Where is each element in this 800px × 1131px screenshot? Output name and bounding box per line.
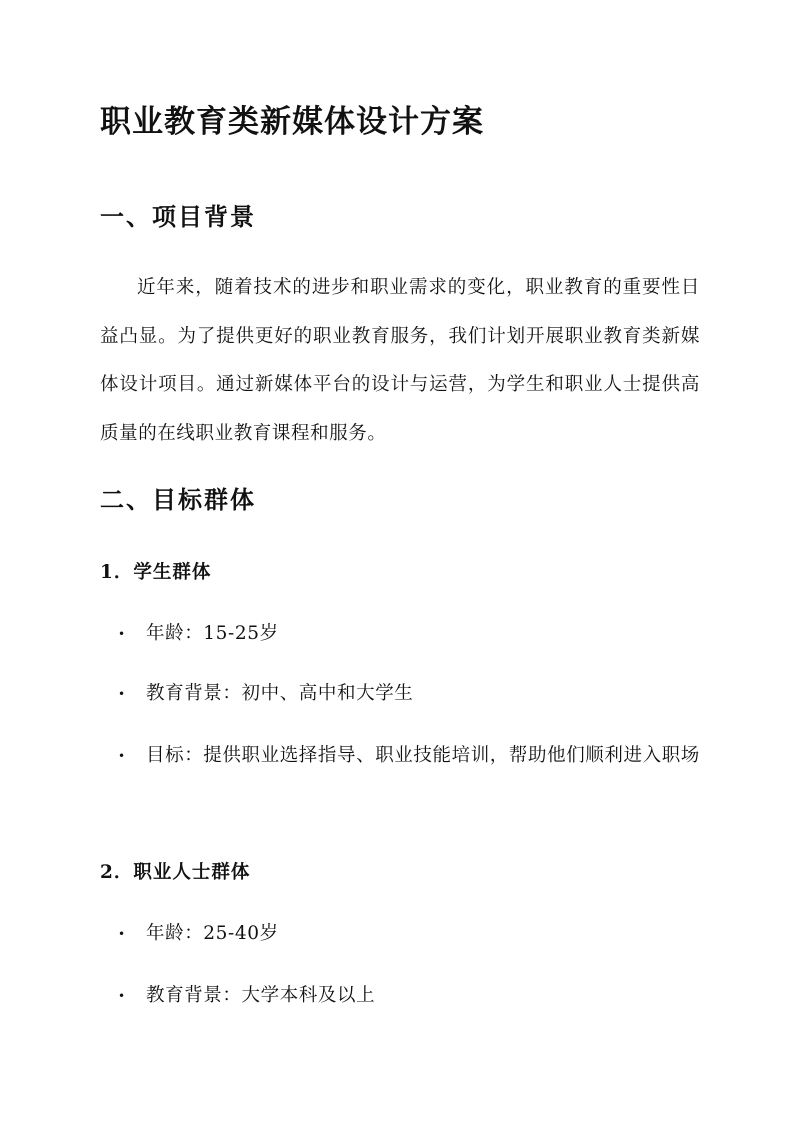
list-item xyxy=(118,668,708,720)
sub-heading-students: 1．学生群体 xyxy=(100,562,212,583)
list-item xyxy=(118,730,708,782)
sub-heading-professionals: 2．职业人士群体 xyxy=(100,862,251,883)
list-item-text: 年龄：25-40岁 xyxy=(146,923,279,944)
list-item xyxy=(118,908,708,960)
bullet-icon: • xyxy=(118,989,126,1003)
section-heading-background: 一、项目背景 xyxy=(100,202,256,231)
bullet-icon: • xyxy=(118,749,126,763)
background-paragraph: 近年来，随着技术的进步和职业需求的变化，职业教育的重要性日益凸显。为了提供更好的职业教育服务，我们计划开展职业教育类新媒体设计项目。通过新媒体平台的设计与运营，为学生和职业人士提供高质量的在线职业教育课程和服务。 xyxy=(100,277,700,444)
list-item-text: 目标：提供职业选择指导、职业技能培训，帮助他们顺利进入职场 xyxy=(146,745,700,766)
bullet-icon: • xyxy=(118,927,126,941)
section-heading-target-groups: 二、目标群体 xyxy=(100,485,256,514)
list-item-text: 教育背景：大学本科及以上 xyxy=(146,985,376,1006)
list-item xyxy=(118,608,708,660)
list-item xyxy=(118,970,708,1022)
bullet-icon: • xyxy=(118,627,126,641)
list-item-text: 年龄：15-25岁 xyxy=(146,623,279,644)
list-item-text: 教育背景：初中、高中和大学生 xyxy=(146,683,414,704)
bullet-icon: • xyxy=(118,687,126,701)
document-title: 职业教育类新媒体设计方案 xyxy=(100,104,484,140)
